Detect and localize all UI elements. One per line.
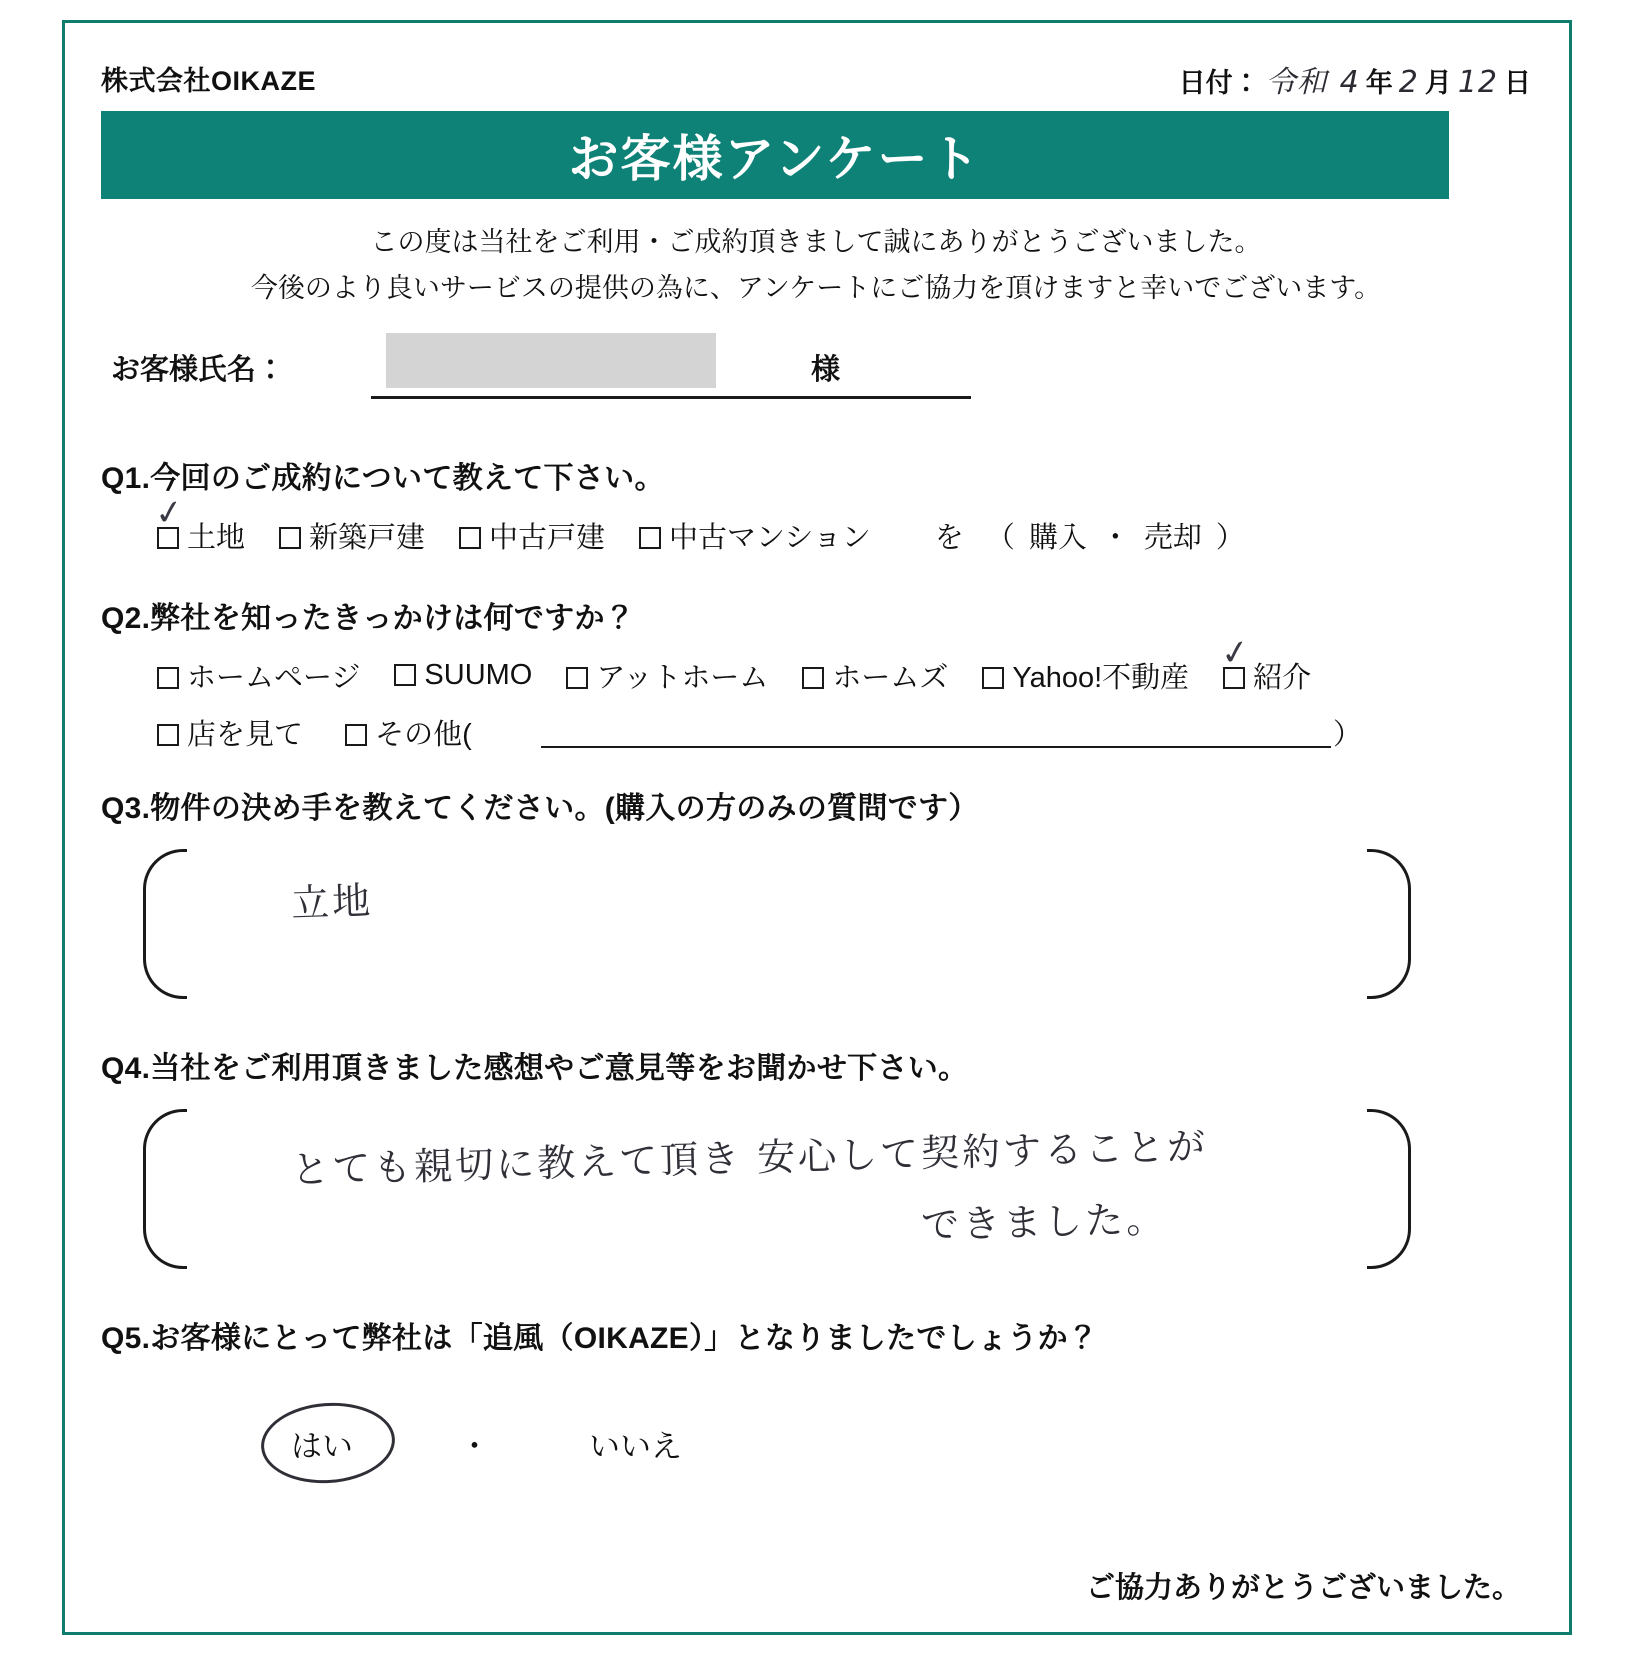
question-2-options-line-2 bbox=[101, 712, 1501, 756]
date-month-handwritten: 2 bbox=[1398, 65, 1419, 100]
q2-option-referral-label: 紹介 bbox=[1253, 662, 1312, 694]
check-mark-icon: ✓ bbox=[152, 491, 187, 535]
question-4-title: Q4.当社をご利用頂きました感想やご意見等をお聞かせ下さい。 bbox=[101, 1052, 969, 1085]
q2-option-other[interactable] bbox=[345, 719, 472, 751]
checkbox-icon[interactable] bbox=[1223, 667, 1245, 689]
q1-tail-buy[interactable]: 購入 bbox=[1028, 522, 1087, 554]
question-5 bbox=[101, 1313, 1501, 1481]
checkbox-icon[interactable] bbox=[279, 527, 301, 549]
q2-option-yahoo-label: Yahoo!不動産 bbox=[1012, 662, 1190, 694]
q1-tail-sep: ・ bbox=[1100, 522, 1130, 554]
date-era-handwritten: 令和 bbox=[1265, 65, 1328, 100]
intro-line-2: 今後のより良いサービスの提供の為に、アンケートにご協力を頂けますと幸いでございます。 bbox=[250, 273, 1382, 303]
question-3-answer-box[interactable] bbox=[101, 849, 1441, 999]
question-2 bbox=[101, 593, 1501, 756]
q2-option-referral[interactable] bbox=[1218, 631, 1312, 696]
q2-other-close-paren: ） bbox=[1333, 719, 1363, 751]
survey-sheet bbox=[62, 20, 1572, 1635]
q2-option-saw-store-label: 店を見て bbox=[187, 719, 304, 751]
q2-option-homes-label: ホームズ bbox=[832, 662, 949, 694]
customer-name-underline bbox=[371, 396, 971, 399]
question-1 bbox=[101, 453, 1501, 556]
q1-tail-prefix: を bbox=[934, 522, 964, 554]
question-5-answer bbox=[101, 1411, 1501, 1481]
intro-line-1: この度は当社をご利用・ご成約頂きまして誠にありがとうございました。 bbox=[370, 227, 1262, 257]
date-month-unit: 月 bbox=[1424, 68, 1452, 98]
date-year-handwritten: 4 bbox=[1339, 65, 1360, 100]
date-line bbox=[1179, 57, 1531, 101]
date-day-handwritten: 12 bbox=[1457, 65, 1498, 100]
checkbox-icon[interactable] bbox=[802, 667, 824, 689]
page-title: お客様アンケート bbox=[568, 131, 982, 187]
question-5-title: Q5.お客様にとって弊社は「追風（OIKAZE）」となりましたでしょうか？ bbox=[101, 1322, 1099, 1355]
checkbox-icon[interactable] bbox=[566, 667, 588, 689]
q1-option-land[interactable] bbox=[152, 491, 246, 556]
footer-thanks: ご協力ありがとうございました。 bbox=[1085, 1572, 1521, 1604]
q1-tail-open: （ bbox=[985, 522, 1015, 554]
q2-option-saw-store[interactable] bbox=[157, 719, 311, 751]
q1-option-used-mansion[interactable] bbox=[639, 515, 871, 556]
customer-name-row bbox=[101, 333, 1481, 399]
question-4-answer-box[interactable] bbox=[101, 1109, 1441, 1269]
question-4-answer-line-2: できました。 bbox=[920, 1196, 1168, 1248]
customer-name-suffix: 様 bbox=[811, 354, 841, 386]
title-band bbox=[101, 111, 1449, 199]
bracket-left-icon bbox=[143, 1109, 187, 1269]
question-1-options bbox=[101, 491, 1501, 556]
q5-option-no[interactable]: いいえ bbox=[589, 1429, 682, 1464]
q1-transaction-type bbox=[935, 515, 1259, 556]
question-2-options-line-1 bbox=[101, 631, 1501, 696]
question-2-title: Q2.弊社を知ったきっかけは何ですか？ bbox=[101, 602, 636, 635]
checkbox-icon[interactable] bbox=[459, 527, 481, 549]
checkbox-icon[interactable] bbox=[157, 667, 179, 689]
date-label: 日付： bbox=[1178, 68, 1260, 98]
q2-other-input-line[interactable] bbox=[541, 746, 1331, 748]
q2-option-yahoo[interactable] bbox=[982, 655, 1189, 696]
question-3-title: Q3.物件の決め手を教えてください。(購入の方のみの質問です） bbox=[101, 792, 979, 825]
date-year-unit: 年 bbox=[1365, 68, 1393, 98]
q1-option-land-label: 土地 bbox=[187, 522, 246, 554]
q1-option-new-house-label: 新築戸建 bbox=[309, 522, 426, 554]
checkbox-icon[interactable] bbox=[639, 527, 661, 549]
q5-option-yes[interactable]: はい bbox=[291, 1429, 353, 1464]
checkbox-icon[interactable] bbox=[982, 667, 1004, 689]
q1-option-used-mansion-label: 中古マンション bbox=[669, 522, 871, 554]
customer-name-label: お客様氏名： bbox=[111, 354, 286, 386]
q2-option-homepage-label: ホームページ bbox=[187, 662, 361, 694]
company-name: 株式会社OIKAZE bbox=[101, 66, 317, 96]
bracket-left-icon bbox=[143, 849, 187, 999]
bracket-right-icon bbox=[1367, 849, 1411, 999]
q2-option-athome[interactable] bbox=[566, 655, 768, 696]
q1-tail-close: ） bbox=[1215, 522, 1245, 554]
checkbox-icon[interactable] bbox=[157, 527, 179, 549]
q2-option-homepage[interactable] bbox=[157, 655, 360, 696]
q2-option-homes[interactable] bbox=[802, 655, 948, 696]
checkbox-icon[interactable] bbox=[394, 664, 416, 686]
q1-option-used-house-label: 中古戸建 bbox=[489, 522, 606, 554]
question-1-title: Q1.今回のご成約について教えて下さい。 bbox=[101, 462, 665, 495]
q2-option-suumo[interactable] bbox=[394, 659, 532, 692]
q2-option-athome-label: アットホーム bbox=[596, 662, 769, 694]
checkbox-icon[interactable] bbox=[345, 724, 367, 746]
document-header bbox=[101, 53, 1531, 105]
question-4-answer-line-1: とても親切に教えて頂き 安心して契約することが bbox=[290, 1124, 1209, 1192]
question-3 bbox=[101, 783, 1501, 999]
q1-tail-sell[interactable]: 売却 bbox=[1143, 522, 1202, 554]
bracket-right-icon bbox=[1367, 1109, 1411, 1269]
check-mark-icon: ✓ bbox=[1218, 631, 1253, 675]
date-day-unit: 日 bbox=[1504, 68, 1531, 98]
q1-option-new-house[interactable] bbox=[279, 515, 425, 556]
customer-name-redaction bbox=[386, 333, 716, 388]
checkbox-icon[interactable] bbox=[157, 724, 179, 746]
q5-separator: ・ bbox=[459, 1429, 490, 1464]
intro-text bbox=[101, 219, 1531, 311]
question-4 bbox=[101, 1043, 1501, 1269]
q2-option-other-label: その他( bbox=[375, 719, 472, 751]
q2-option-suumo-label: SUUMO bbox=[424, 659, 533, 691]
question-3-answer-text: 立地 bbox=[290, 878, 374, 926]
q1-option-used-house[interactable] bbox=[459, 515, 605, 556]
